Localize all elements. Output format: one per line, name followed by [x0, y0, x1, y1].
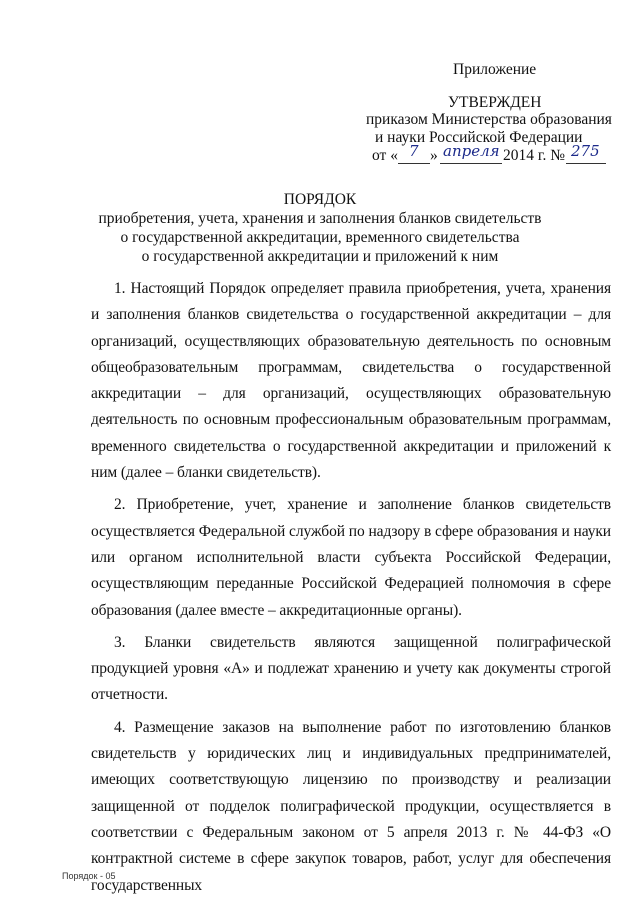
document-title — [0, 190, 640, 266]
document-body — [91, 276, 611, 905]
handwritten-month: апреля — [443, 142, 500, 160]
handwritten-number: 275 — [571, 142, 600, 160]
date-year: 2014 г. № — [503, 147, 566, 164]
title-line-3: о государственной аккредитации и приложений к ним — [141, 248, 499, 265]
paragraph-4: 4. Размещение заказов на выполнение работ по изготовлению бланков свидетельств у юридических лиц и индивидуальных предпринимателей, имеющих соответствующую лицензию по производству и реализации защищенной от подделок полиграфической продукции, осуществляется в соответствии с Федеральным законом от 5 апреля 2013 г. № 44-ФЗ «О контрактной системе в сфере закупок товаров, работ, услуг для обеспечения государственных — [91, 718, 611, 894]
number-underline — [566, 163, 606, 164]
paragraph-2: 2. Приобретение, учет, хранение и заполнение бланков свидетельств осуществляется Федеральной службой по надзору в сфере образования и науки или органом исполнительной власти субъекта Российской Федерации, осуществляющим переданные Российской Федерацией полномочия в сфере образования (далее вместе – аккредитационные органы). — [91, 496, 611, 619]
paragraph-3: 3. Бланки свидетельств являются защищенной полиграфической продукцией уровня «А» и подлежат хранению и учету как документы строгой отчетности. — [91, 633, 611, 704]
date-quote-close: » — [430, 147, 438, 164]
page-footer: Порядок - 05 — [62, 871, 116, 881]
title-line-2: о государственной аккредитации, временного свидетельства — [120, 229, 520, 246]
approval-line-2: и науки Российской Федерации — [375, 129, 583, 146]
approval-line-1: приказом Министерства образования — [366, 111, 612, 128]
day-underline — [398, 163, 430, 164]
title-heading: ПОРЯДОК — [283, 191, 357, 208]
approval-block — [0, 0, 640, 180]
month-underline — [440, 163, 502, 164]
appendix-label: Приложение — [453, 61, 537, 78]
handwritten-day: 7 — [409, 142, 419, 160]
title-line-1: приобретения, учета, хранения и заполнения бланков свидетельств — [98, 210, 542, 227]
approved-label: УТВЕРЖДЕН — [448, 94, 542, 111]
date-prefix: от « — [372, 147, 398, 164]
paragraph-1: 1. Настоящий Порядок определяет правила приобретения, учета, хранения и заполнения бланков свидетельства о государственной аккредитации – для организаций, осуществляющих образовательную деятельность по основным общеобразовательным программам, свидетельства о государственной аккредитации – для организаций, осуществляющих образовательную деятельность по основным профессиональным образовательным программам, временного свидетельства о государственной аккредитации и приложений к ним (далее – бланки свидетельств). — [91, 280, 611, 482]
